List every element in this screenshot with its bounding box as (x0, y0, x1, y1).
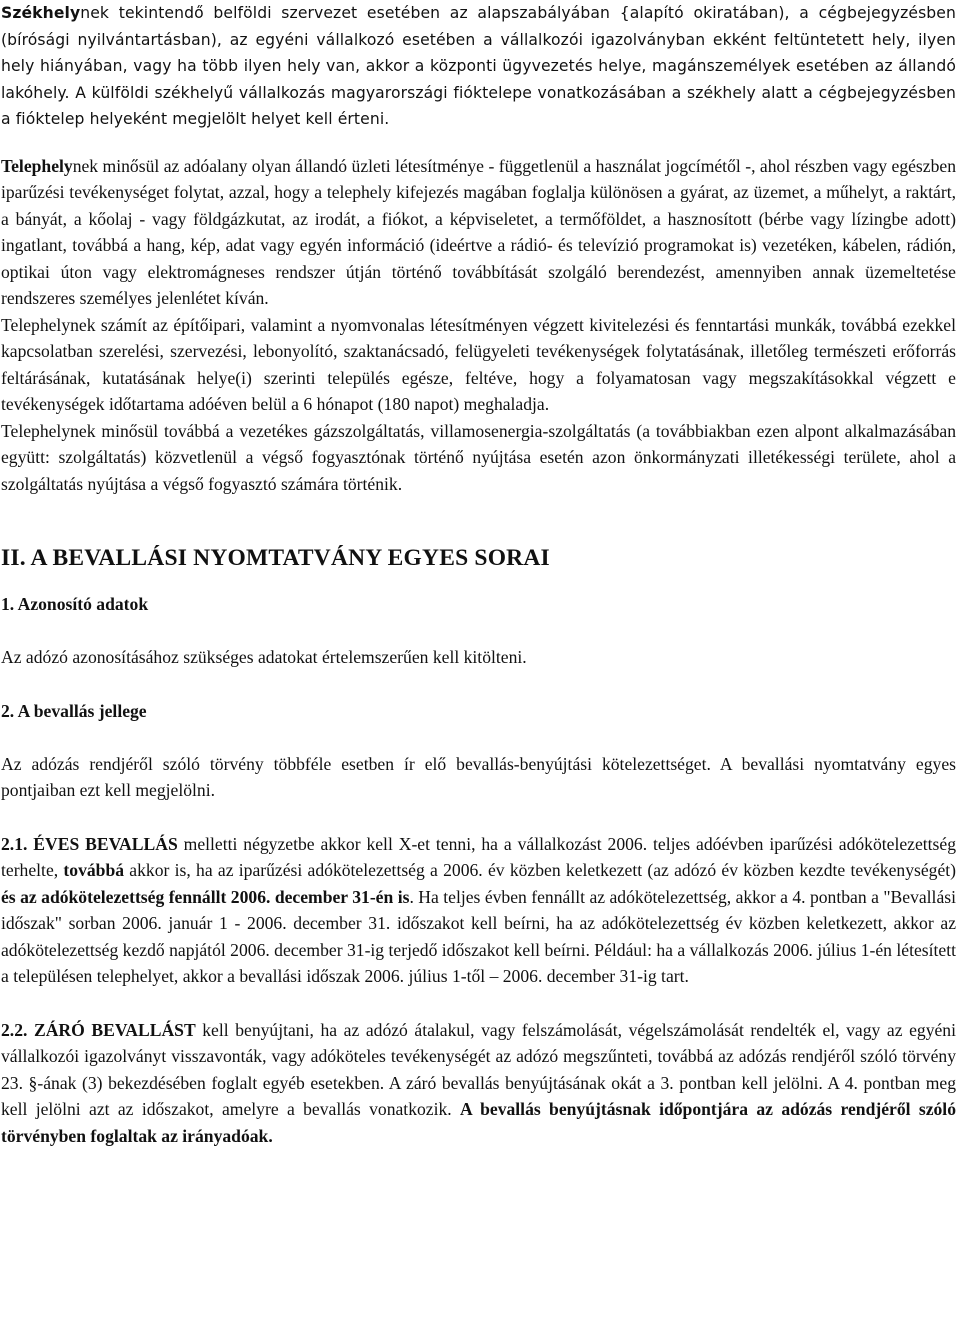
subsection-2-2-paragraph (1, 1017, 956, 1150)
subsection-2-1-text-c: . Ha teljes évben fennállt az adókötelezettség, akkor a 4. pontban a "Bevallási időszak" sorban 2006. január 1 - 2006. december 31. időszakot kell beírni, ha az adókötelezettség év közben keletkezett, akkor az adókötelezettség kezdő napjától 2006. december 31-ig terjedő időszakot kell beírni. Például: ha a vállalkozás 2006. július 1-én létesített a településen telephelyet, akkor a bevallási időszak 2006. július 1-től – 2006. december 31-ig tart. (1, 886, 956, 987)
subsection-1-title: 1. Azonosító adatok (1, 594, 149, 615)
section-title: II. A BEVALLÁSI NYOMTATVÁNY EGYES SORAI (1, 545, 550, 572)
subsection-2-2-text: kell benyújtani, ha az adózó átalakul, vagy felszámolását, végelszámolását rendelték el, vagy az egyéni vállalkozói igazolványt visszavonták, vagy adóköteles tevékenységét az adózó megszűnteti, továbbá az adózás rendjéről szóló törvény 23. §-ának (3) bekezdésében foglalt egyéb esetekben. A záró bevallás benyújtásának okát a 3. pontban kell jelölni. A 4. pontban meg kell jelölni azt az időszakot, amelyre a bevallás vonatkozik. (1, 1019, 956, 1120)
subsection-2-title: 2. A bevallás jellege (1, 700, 147, 721)
subsection-2-1-bold-a: továbbá (63, 860, 125, 881)
telephely-definition: nek minősül az adóalany olyan állandó üzleti létesítménye - függetlenül a használat jogcímétől -, ahol részben vagy egészben iparűzési tevékenységet folytat, azzal, hogy a telephely kifejezés magában foglalja különösen a gyárat, az üzemet, a műhelyt, a raktárt, a bányát, a kőolaj - vagy földgázkutat, az irodát, a fiókot, a képviseletet, a termőföldet, a hasznosított (bérbe vagy lízingbe adott) ingatlant, továbbá a hang, kép, adat vagy egyén információ (ideértve a rádió- és televízió programokat is) vezetéken, kábelen, rádión, optikai úton vagy elektromágneses rendszer útján történő továbbítását szolgáló berendezést, amennyiben annak üzemeltetése rendszeres személyes jelenlétet kíván. (1, 155, 956, 309)
subsection-1-text: Az adózó azonosításához szükséges adatokat értelemszerűen kell kitölteni. (1, 647, 527, 668)
subsection-2-2-bold: A bevallás benyújtásnak időpontjára az adózás rendjéről szóló törvényben foglaltak az irányadóak. (1, 1099, 956, 1146)
szekhely-term: Székhely (1, 4, 81, 22)
subsection-2-1-lead: 2.1. ÉVES BEVALLÁS (1, 833, 178, 854)
telephely-utility-paragraph: Telephelynek minősül továbbá a vezetékes gázszolgáltatás, villamosenergia-szolgáltatás (a továbbiakban ezen alpont alkalmazásában együtt: szolgáltatás) közvetlenül a végső fogyasztónak történő nyújtása esetén azon önkormányzati illetékességi területe, ahol a szolgáltatás nyújtása a végső fogyasztó számára történik. (1, 420, 956, 494)
subsection-2-1-text-b: akkor is, ha az iparűzési adókötelezettség a 2006. év közben keletkezett (az adózó év közben kezdte tevékenységét) (124, 860, 957, 881)
szekhely-paragraph (1, 0, 956, 133)
subsection-2-1-paragraph (1, 831, 956, 990)
subsection-2-2-lead: 2.2. ZÁRÓ BEVALLÁST (1, 1019, 196, 1040)
szekhely-definition: nek tekintendő belföldi szervezet esetében az alapszabályában {alapító okiratában), a cégbejegyzésben (bírósági nyilvántartásban), az egyéni vállalkozó esetében a vállalkozói igazolványban ekként feltüntetett hely, ilyen hely hiányában, vagy ha több ilyen hely van, akkor a központi ügyvezetés helye, magánszemélyek esetében az állandó lakóhely. (1, 4, 956, 102)
szekhely-foreign-branch: A külföldi székhelyű vállalkozás magyarországi fióktelepe vonatkozásában a székhely alatt a cégbejegyzésben a fióktelep helyeként megjelölt helyet kell érteni. (1, 83, 956, 129)
telephely-term: Telephely (1, 155, 73, 176)
telephely-construction-paragraph: Telephelynek számít az építőipari, valamint a nyomvonalas létesítményen végzett kivitelezési és fenntartási munkák, továbbá ezekkel kapcsolatban szerelési, szervezési, lebonyolító, szaktanácsadó, felügyeleti tevékenységek folytatásának, illetőleg természeti erőforrás feltárásának, kutatásának helye(i) szerinti település egésze, feltéve, hogy a folyamatosan vagy megszakításokkal végzett e tevékenységek időtartama adóéven belül a 6 hónapot (180 napot) meghaladja. (1, 314, 956, 415)
subsection-2-1-text-a: melletti négyzetbe akkor kell X-et tenni, ha a vállalkozást 2006. teljes adóévben iparűzési adókötelezettség terhelte, (1, 833, 956, 881)
telephely-paragraph (1, 153, 956, 312)
subsection-2-text: Az adózás rendjéről szóló törvény többféle esetben ír elő bevallás-benyújtási kötelezettséget. A bevallási nyomtatvány egyes pontjaiban ezt kell megjelölni. (1, 753, 956, 801)
subsection-2-1-bold-b: és az adókötelezettség fennállt 2006. december 31-én is (1, 886, 410, 907)
